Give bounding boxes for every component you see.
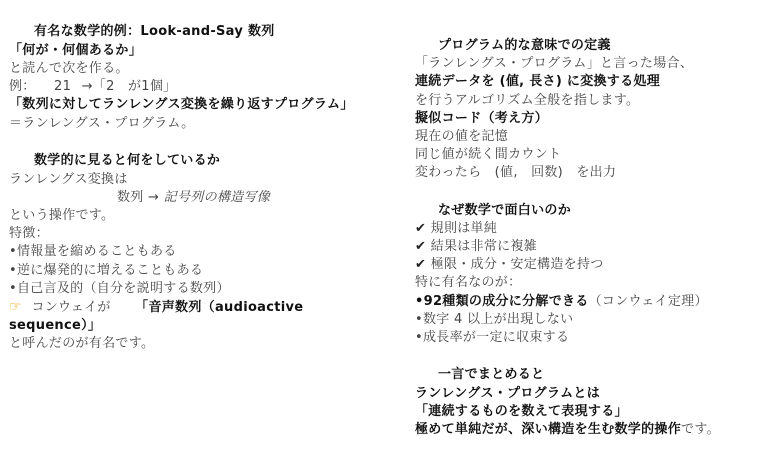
famous-item: •数字 4 以上が出現しない: [415, 312, 574, 327]
check-item: [415, 238, 537, 256]
def-line-3: を行うアルゴリズム全般を指します。: [415, 93, 640, 108]
features-label: 特徴：: [9, 226, 49, 241]
heading-math-view: 数学的に見ると何をしているか: [34, 153, 221, 168]
check-mark-icon: ✔: [415, 239, 427, 254]
check-mark-icon: ✔: [415, 257, 427, 272]
summary-line-2: 「連続するものを数えて表現する」: [415, 404, 628, 419]
summary-line-1: ランレングス・プログラムとは: [415, 386, 601, 401]
def-line-1: 「ランレングス・プログラム」と言った場合、: [415, 56, 694, 71]
example-line: [9, 78, 176, 96]
mapping-prefix: 数列 →: [117, 190, 160, 205]
feature-item: •逆に爆発的に増えることもある: [9, 263, 204, 278]
summary-bold: 極めて単純だが、深い構造を生む数学的操作: [415, 422, 682, 437]
famous-item-rest: （コンウェイ定理）: [588, 294, 708, 309]
summary-rest: です。: [681, 422, 720, 437]
check-item: [415, 256, 604, 274]
quote-repeat-program: 「数列に対してランレングス変換を繰り返すプログラム」: [9, 97, 354, 112]
feature-item: •自己言及的（自分を説明する数列）: [9, 281, 230, 296]
conway-line: [9, 298, 303, 317]
check-item: [415, 220, 497, 238]
example-value: 21: [54, 79, 72, 94]
text-read-next: と読んで次を作る。: [9, 61, 129, 76]
especially-label: 特に有名なのが：: [415, 275, 522, 290]
conway-pre: コンウェイが: [31, 300, 111, 315]
example-label: 例：: [9, 79, 36, 94]
def-line-2: 連続データを (値, 長さ) に変換する処理: [415, 74, 660, 89]
text-famous: と呼んだのが有名です。: [9, 336, 155, 351]
text-equals-rl: ＝ランレングス・プログラム。: [9, 116, 195, 131]
check-text: 極限・成分・安定構造を持つ: [430, 257, 604, 272]
check-text: 規則は単純: [430, 221, 498, 236]
famous-item: •成長率が一定に収束する: [415, 330, 570, 345]
feature-item: •情報量を縮めることもある: [9, 244, 177, 259]
mapping-line: [117, 189, 270, 207]
mapping-italic: 記号列の構造写像: [163, 190, 271, 205]
heading-program-def: プログラム的な意味での定義: [438, 38, 611, 53]
example-arrow: →「2 が1個」: [81, 79, 177, 94]
text-rl-is: ランレングス変換は: [9, 172, 128, 187]
quote-what-how-many: 「何が・何個あるか」: [9, 43, 143, 58]
pseudo-step: 現在の値を記憶: [415, 129, 509, 144]
pointing-hand-icon: ☞: [9, 299, 22, 315]
check-mark-icon: ✔: [415, 221, 427, 236]
heading-summary: 一言でまとめると: [438, 367, 545, 382]
check-text: 結果は非常に複雑: [430, 239, 538, 254]
sequence-text: sequence）」: [9, 318, 102, 333]
conway-bold: 「音声数列（audioactive: [135, 300, 304, 315]
text-operation: という操作です。: [9, 208, 115, 223]
heading-look-and-say: 有名な数学的例：Look-and-Say 数列: [34, 24, 275, 39]
heading-why-interesting: なぜ数学で面白いのか: [438, 203, 572, 218]
pseudo-heading: 擬似コード（考え方）: [415, 111, 549, 126]
summary-line-3: [415, 421, 720, 439]
pseudo-step: 同じ値が続く間カウント: [415, 147, 562, 162]
pseudo-step: 変わったら (値, 回数) を出力: [415, 165, 617, 180]
famous-item-bold: •92種類の成分に分解できる: [415, 294, 589, 309]
famous-item-1: [415, 293, 708, 311]
